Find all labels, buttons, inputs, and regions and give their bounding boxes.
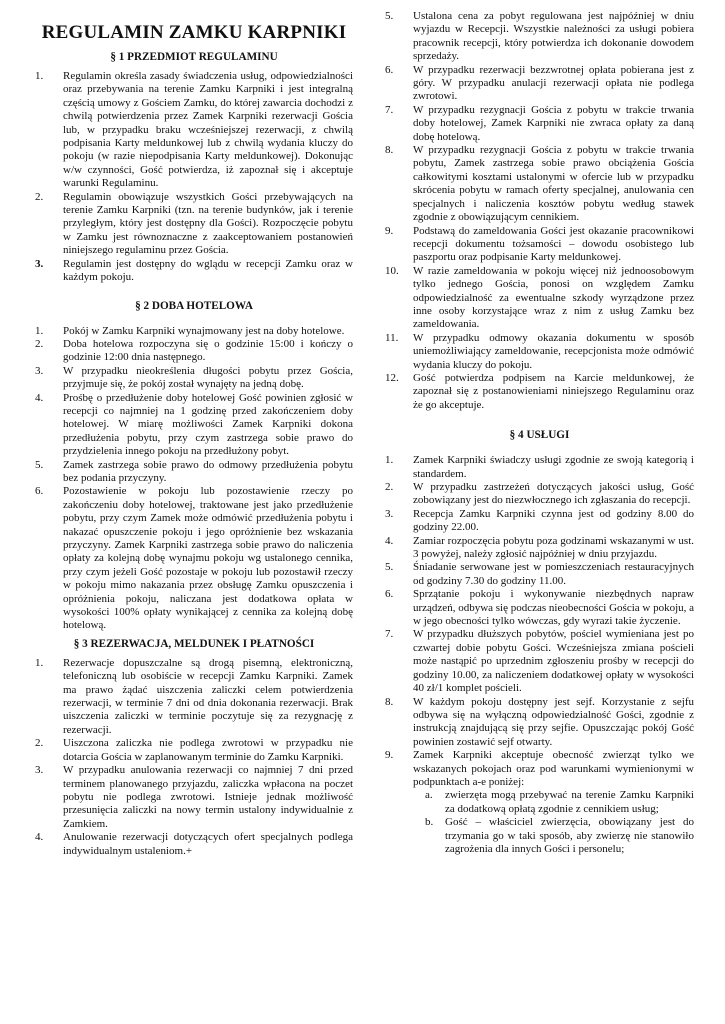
sub-list-item: b. Gość – właściciel zwierzęcia, obowiązany jest do trzymania go w taki sposób, aby zwierzę nie stanowiło zagrożenia dla innych Gości i personelu; <box>425 816 694 855</box>
list-item: 1. Pokój w Zamku Karpniki wynajmowany jest na doby hotelowe. <box>35 324 345 337</box>
list-item: 2. Doba hotelowa rozpoczyna się o godzinie 15:00 i kończy o godzinie 12:00 dnia następnego. <box>35 337 353 364</box>
list-item: 1. Regulamin określa zasady świadczenia usług, odpowiedzialności oraz przebywania na terenie Zamku Karpniki i jest integralną częścią umowy z Gościem Zamku, do której zawarcia dochodzi z chwilą potwierdzenia przez Zamek Karpniki rezerwacji Gościa lub, w przypadku braku wcześniejszej rezerwacji, z chwilą podpisania Karty meldunkowej lub z chwilą wydania kluczy do pokoju (w razie niepodpisania Karty meldunkowej). Dokonując w/w czynności, Gość potwierdza, iż zapoznał się i akceptuje warunki Regulaminu. <box>35 70 353 190</box>
pets-conditions-list <box>413 789 694 856</box>
left-column <box>35 18 353 858</box>
list-item: 2. Regulamin obowiązuje wszystkich Gości przebywających na terenie Zamku Karpniki (tzn. na terenie budynków, jak i terenie przyległym, który jest dostępny dla Gości). Rozpoczęcie pobytu w Zamku jest równoznaczne z zaakceptowaniem postanowień niniejszego regulaminu przez Gościa. <box>35 190 353 257</box>
section-2-heading: § 2 DOBA HOTELOWA <box>135 299 253 312</box>
section-1-list <box>35 70 353 285</box>
list-item: 1. Zamek Karpniki świadczy usługi zgodnie ze swoją kategorią i standardem. <box>385 454 694 480</box>
list-item: 8. W przypadku rezygnacji Gościa z pobytu w trakcie trwania pobytu, Zamek zastrzega sobie prawo obciążenia Gościa całkowitymi kosztami ustalonymi w ofercie lub w przypadku skrócenia pobytu w ramach oferty specjalnej, anulowania cen specjalnych i naliczenia kosztów pobytu według stawek zgodnie z obowiązującym cennikiem. <box>385 144 694 224</box>
list-item: 3. W przypadku nieokreślenia długości pobytu przez Gościa, przyjmuje się, że pokój został wynajęty na jedną dobę. <box>35 364 353 391</box>
list-item: 1. Rezerwacje dopuszczalne są drogą pisemną, elektroniczną, telefoniczną lub osobiście w recepcji Zamku Karpniki. Zamek ma prawo żądać uiszczenia zaliczki celem potwierdzenia rezerwacji, w terminie 7 dni od dnia dokonania rezerwacji. Brak uiszczenia zaliczki w terminie poczytuje się za rezygnację z rezerwacji. <box>35 656 353 736</box>
section-3-list-left <box>35 657 353 858</box>
list-item: 5. Śniadanie serwowane jest w pomieszczeniach restauracyjnych od godziny 7.30 do godziny 11.00. <box>385 561 694 587</box>
sub-list-item: a. zwierzęta mogą przebywać na terenie Zamku Karpniki za dodatkową opłatą zgodnie z cennikiem usług; <box>425 789 694 815</box>
list-item: 4. Prośbę o przedłużenie doby hotelowej Gość powinien zgłosić w recepcji co najmniej na 1 godzinę przed zakończeniem doby hotelowej. W miarę możliwości Zamek Karpniki dokona przedłużenia pobytu, przy czym zastrzega sobie prawo do przydzielenia innego pokoju na przedłużony pobyt. <box>35 391 353 458</box>
list-item: 4. Anulowanie rezerwacji dotyczących ofert specjalnych podlega indywidualnym ustaleniom.+ <box>35 831 353 857</box>
list-item: 12. Gość potwierdza podpisem na Karcie meldunkowej, że zapoznał się z postanowieniami niniejszego Regulaminu oraz że go akceptuje. <box>385 371 694 411</box>
list-item: 2. W przypadku zastrzeżeń dotyczących jakości usług, Gość zobowiązany jest do niezwłocznego ich zgłaszania do recepcji. <box>385 481 694 507</box>
section-3-list-right <box>385 10 694 412</box>
document-title: REGULAMIN ZAMKU KARPNIKI <box>41 22 347 43</box>
list-item: 6. Sprzątanie pokoju i wykonywanie niezbędnych napraw urządzeń, odbywa się podczas nieobecności Gościa w pokoju, a w jego obecności tylko wówczas, gdy wyrazi takie życzenie. <box>385 588 695 628</box>
list-item: 9. Podstawą do zameldowania Gości jest okazanie pracownikowi recepcji dokumentu tożsamości – dowodu osobistego lub paszportu oraz podpisanie Karty meldunkowej. <box>385 224 694 264</box>
list-item: 5. Ustalona cena za pobyt regulowana jest najpóźniej w dniu wyjazdu w Recepcji. Wszystkie należności za usługi pobiera pracownik recepcji, który potwierdza ich dokonanie dowodem sprzedaży. <box>385 10 694 63</box>
list-item: 6. Pozostawienie w pokoju lub pozostawienie rzeczy po zakończeniu doby hotelowej, traktowane jest jako przedłużenie pobytu, przy czym Zamek może odmówić przedłużenia pobytu i nakazać opuszczenie pokoju i jego opróżnienie bez wskazania przyczyny. Zamek Karpniki zastrzega sobie prawo do naliczenia opłaty za kolejną dobę wynajmu pokoju wg ustalonego cennika, przy czym jeżeli Gość pozostaje w pokoju lub pozostawił rzeczy w pokoju mimo nakazania przez obsługę Zamku opuszczenia i opróżnienia pokoju, naliczana jest dodatkowa opłata w wysokości 100% opłaty wynikającej z cennika za kolejną dobę hotelową. <box>35 485 353 632</box>
section-3-heading: § 3 REZERWACJA, MELDUNEK I PŁATNOŚCI <box>73 637 315 650</box>
list-item: 6. W przypadku rezerwacji bezzwrotnej opłata pobierana jest z góry. W przypadku anulacji rezerwacji opłata nie podlega zwrotowi. <box>385 63 694 103</box>
list-item: 3. Recepcja Zamku Karpniki czynna jest od godziny 8.00 do godziny 22.00. <box>385 507 694 534</box>
list-item: 4. Zamiar rozpoczęcia pobytu poza godzinami wskazanymi w ust. 3 powyżej, należy zgłosić najpóźniej w dniu przyjazdu. <box>385 534 694 561</box>
list-item: 9. Zamek Karpniki akceptuje obecność zwierząt tylko we wskazanych pokojach oraz pod warunkami wymienionymi w podpunktach a-e poniżej: a. zwierzęta mogą przebywać na terenie Zamku Karpniki za dodatkową opłatą zgodnie z cennikiem usług; b. Gość – właściciel zwierzęcia, obowiązany jest do trzymania go w taki sposób, aby zwierzę nie stanowiło zagrożenia dla innych Gości i personelu; <box>385 749 694 855</box>
list-item: 2. Uiszczona zaliczka nie podlega zwrotowi w przypadku nie dotarcia Gościa w zaplanowanym terminie do Zamku Karpniki. <box>35 737 353 763</box>
section-4-list <box>385 454 694 856</box>
right-column <box>385 10 694 856</box>
section-4-heading: § 4 USŁUGI <box>509 429 570 442</box>
section-1-heading: § 1 PRZEDMIOT REGULAMINU <box>110 51 278 63</box>
list-item: 10. W razie zameldowania w pokoju więcej niż jednoosobowym tylko jednego Gościa, ponosi on względem Zamku odpowiedzialność za ewentualne szkody wyrządzone przez inne osoby korzystające wraz z nim z usług Zamku bez zameldowania. <box>385 264 694 331</box>
list-item: 5. Zamek zastrzega sobie prawo do odmowy przedłużenia pobytu bez podania przyczyny. <box>35 458 353 484</box>
list-item: 7. W przypadku rezygnacji Gościa z pobytu w trakcie trwania doby hotelowej, Zamek Karpniki nie zwraca opłaty za daną dobę hotelową. <box>385 103 694 143</box>
list-item: 11. W przypadku odmowy okazania dokumentu w sposób uniemożliwiający zameldowanie, recepcjonista może odmówić wydania kluczy do pokoju. <box>385 331 694 371</box>
list-item: 3. W przypadku anulowania rezerwacji co najmniej 7 dni przed terminem planowanego przyjazdu, zaliczka wpłacona na poczet pobytu nie podlega zwrotowi. Istnieje jednak możliwość przesunięcia zaliczki na nowy termin ustalony indywidualnie z Zamkiem. <box>35 764 353 830</box>
section-2-list <box>35 325 353 633</box>
list-item: 3. Regulamin jest dostępny do wglądu w recepcji Zamku oraz w każdym pokoju. <box>35 257 353 284</box>
list-item: 7. W przypadku dłuższych pobytów, pościel wymieniana jest po czwartej dobie pobytu Gości. Wcześniejsza zmiana pościeli może nastąpić po uprzednim zgłoszeniu prośby w recepcji do godziny 10.00, za naliczeniem dodatkowej opłaty w wysokości 40 zł/1 komplet pościeli. <box>385 628 694 695</box>
list-item: 8. W każdym pokoju dostępny jest sejf. Korzystanie z sejfu odbywa się na wyłączną odpowiedzialność Gości, zgodnie z instrukcją znajdującą się przy sejfie. Opuszczając pokój Gość powinien zostawić sejf otwarty. <box>385 695 694 748</box>
